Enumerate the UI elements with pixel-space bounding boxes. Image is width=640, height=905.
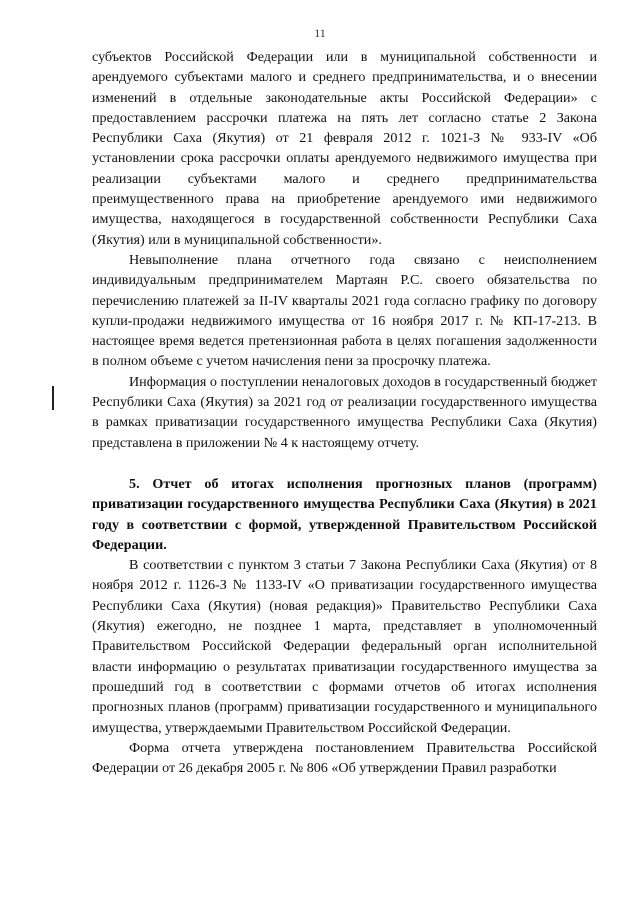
- document-body: [92, 47, 597, 778]
- paragraph-legal-basis: В соответствии с пунктом 3 статьи 7 Закона Республики Саха (Якутия) от 8 ноября 2012 г. 1126-З № 1133-IV «О приватизации государственного имущества Республики Саха (Якутия) (новая редакция)» Правительство Республики Саха (Якутия) ежегодно, не позднее 1 марта, представляет в уполномоченный Правительством Российской Федерации федеральный орган исполнительной власти информацию о результатах приватизации государственного имущества за прошедший год в соответствии с формами отчетов об итогах исполнения прогнозных планов (программ) приватизации государственного и муниципального имущества, утверждаемыми Правительством Российской Федерации.: [92, 557, 597, 736]
- paragraph-plan-failure: Невыполнение плана отчетного года связано с неисполнением индивидуальным предпринимателем Мартаян Р.С. своего обязательства по перечислению платежей за II-IV кварталы 2021 года согласно графику по договору купли-продажи недвижимого имущества от 16 ноября 2017 г. № КП-17-213. В настоящее время ведется претензионная работа в целях погашения задолженности в полном объеме с учетом начисления пени за просрочку платежа.: [92, 251, 597, 370]
- paragraph-continuation: субъектов Российской Федерации или в муниципальной собственности и арендуемого субъектами малого и среднего предпринимательства, и о внесении изменений в отдельные законодательные акты Российской Федерации» с предоставлением рассрочки платежа на пять лет согласно статье 2 Закона Республики Саха (Якутия) от 21 февраля 2012 г. 1021-З № 933-IV «Об установлении срока рассрочки оплаты арендуемого недвижимого имущества при реализации субъектами малого и среднего предпринимательства преимущественного права на приобретение арендуемого ими недвижимого имущества, находящегося в государственной собственности Республики Саха (Якутия) или в муниципальной собственности».: [92, 49, 597, 248]
- change-bar: [52, 386, 54, 410]
- paragraph-revenue-info: Информация о поступлении неналоговых доходов в государственный бюджет Республики Саха (Якутия) за 2021 год от реализации государственного имущества в рамках приватизации государственного имущества Республики Саха (Якутия) представлена в приложении № 4 к настоящему отчету.: [92, 373, 597, 451]
- section-heading: 5. Отчет об итогах исполнения прогнозных планов (программ) приватизации государственного имущества Республики Саха (Якутия) в 2021 году в соответствии с формой, утвержденной Правительством Российской Федерации.: [92, 475, 597, 553]
- section-spacer: [92, 453, 597, 474]
- page-number: 11: [314, 26, 326, 40]
- paragraph-report-form: Форма отчета утверждена постановлением Правительства Российской Федерации от 26 декабря 2005 г. № 806 «Об утверждении Правил разработки: [92, 739, 597, 777]
